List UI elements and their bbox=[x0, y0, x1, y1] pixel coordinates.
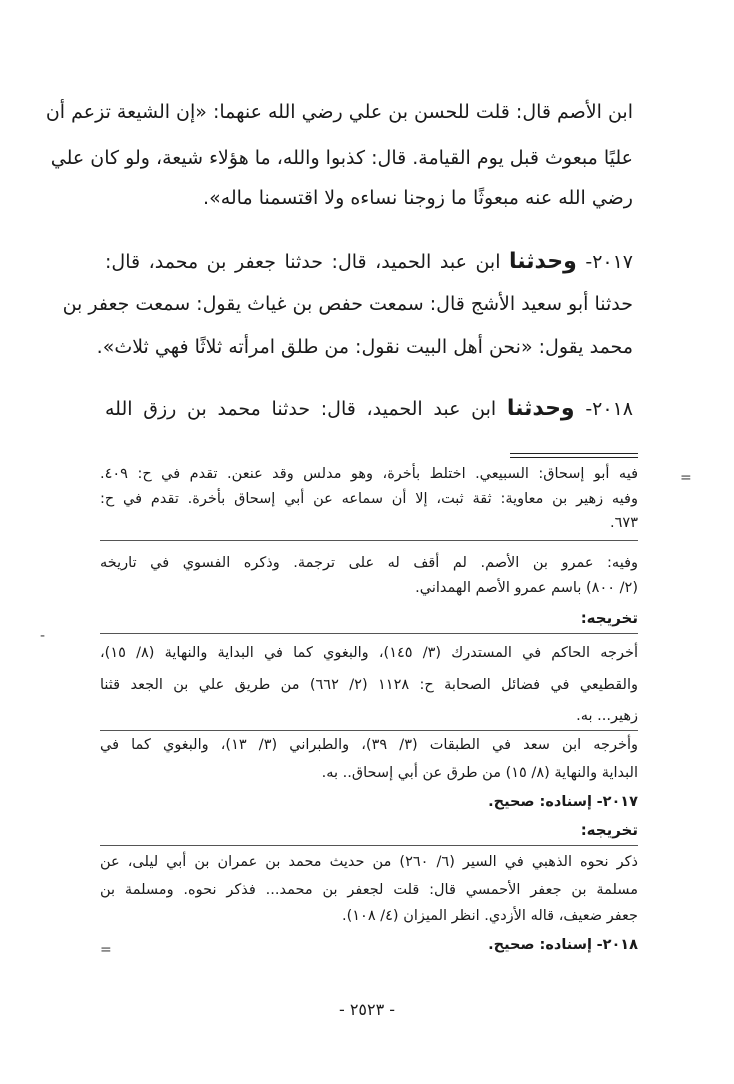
main-text-line: عليًا مبعوث قبل يوم القيامة. قال: كذبوا والله، ما هؤلاء شيعة، ولو كان علي bbox=[50, 147, 633, 169]
footnote-line: جعفر ضعيف، قاله الأزدي. انظر الميزان (٤/ ١٠٨). bbox=[341, 908, 638, 924]
isnad-text: إسناده: صحيح. bbox=[488, 937, 592, 953]
footnote-line: مسلمة بن جعفر الأحمسي قال: قلت لجعفر بن محمد... فذكر نحوه. ومسلمة بن bbox=[100, 882, 638, 898]
footnote-line: ٦٧٣. bbox=[610, 515, 638, 531]
footnote-line: البداية والنهاية (٨/ ١٥) من طرق عن أبي إسحاق.. به. bbox=[321, 765, 638, 781]
footnote-divider bbox=[510, 453, 638, 454]
main-text-line: رضي الله عنه مبعوثًا ما زوجنا نساءه ولا اقتسمنا ماله». bbox=[203, 187, 633, 209]
isnad-2017 bbox=[100, 792, 638, 812]
footnote-line: (٢/ ٨٠٠) باسم عمرو الأصم الهمداني. bbox=[415, 580, 638, 596]
footnote-line: فيه أبو إسحاق: السبيعي. اختلط بأخرة، وهو مدلس وقد عنعن. تقدم في ح: ٤٠٩. bbox=[100, 466, 638, 482]
footnote-separator bbox=[100, 540, 638, 541]
isnad-number: ٢٠١٧- bbox=[596, 794, 638, 810]
footnote-separator bbox=[100, 845, 638, 846]
hadith-number: ٢٠١٨- bbox=[585, 398, 633, 420]
footnote-separator bbox=[100, 633, 638, 634]
hadith-text: ابن عبد الحميد، قال: حدثنا جعفر بن محمد، قال: bbox=[105, 251, 501, 273]
main-text-line: ابن الأصم قال: قلت للحسن بن علي رضي الله عنهما: «إن الشيعة تزعم أن bbox=[45, 101, 633, 123]
isnad-number: ٢٠١٨- bbox=[596, 937, 638, 953]
isnad-2018 bbox=[100, 935, 638, 955]
footnote-line: وفيه زهير بن معاوية: ثقة ثبت، إلا أن سماعه عن أبي إسحاق بأخرة. تقدم في ح: bbox=[100, 491, 638, 507]
margin-mark: = bbox=[680, 470, 692, 486]
footnote-line: وفيه: عمرو بن الأصم. لم أقف له على ترجمة. وذكره الفسوي في تاريخه bbox=[100, 555, 638, 571]
hadith-2018-line1 bbox=[105, 397, 633, 421]
hadith-2017-line3: محمد يقول: «نحن أهل البيت نقول: من طلق امرأته ثلاثًا فهي ثلاث». bbox=[96, 336, 633, 358]
margin-mark: - bbox=[40, 628, 46, 644]
hadith-2017-line1 bbox=[105, 250, 633, 274]
hadith-text: ابن عبد الحميد، قال: حدثنا محمد بن رزق الله bbox=[105, 398, 497, 420]
hadith-keyword: وحدثنا bbox=[506, 396, 575, 421]
footnote-line: ذكر نحوه الذهبي في السير (٦/ ٢٦٠) من حديث محمد بن عمران بن أبي ليلى، عن bbox=[100, 854, 638, 870]
isnad-text: إسناده: صحيح. bbox=[488, 794, 592, 810]
margin-mark: = bbox=[100, 942, 112, 958]
hadith-keyword: وحدثنا bbox=[509, 249, 577, 274]
hadith-2017-line2: حدثنا أبو سعيد الأشج قال: سمعت حفص بن غياث يقول: سمعت جعفر بن bbox=[62, 293, 633, 315]
page-number: - ٢٥٢٣ - bbox=[338, 1000, 396, 1019]
footnote-divider bbox=[510, 457, 638, 458]
takhrij-heading: تخريجه: bbox=[580, 609, 638, 627]
footnote-line: أخرجه الحاكم في المستدرك (٣/ ١٤٥)، والبغوي كما في البداية والنهاية (٨/ ١٥)، bbox=[100, 645, 638, 661]
footnote-separator bbox=[100, 730, 638, 731]
footnote-line: وأخرجه ابن سعد في الطبقات (٣/ ٣٩)، والطبراني (٣/ ١٣)، والبغوي كما في bbox=[100, 737, 639, 753]
footnote-line: زهير... به. bbox=[576, 708, 638, 724]
takhrij-heading: تخريجه: bbox=[580, 821, 638, 839]
hadith-number: ٢٠١٧- bbox=[585, 251, 634, 273]
footnote-line: والقطيعي في فضائل الصحابة ح: ١١٢٨ (٢/ ٦٦٢) من طريق علي بن الجعد قثنا bbox=[100, 677, 638, 693]
